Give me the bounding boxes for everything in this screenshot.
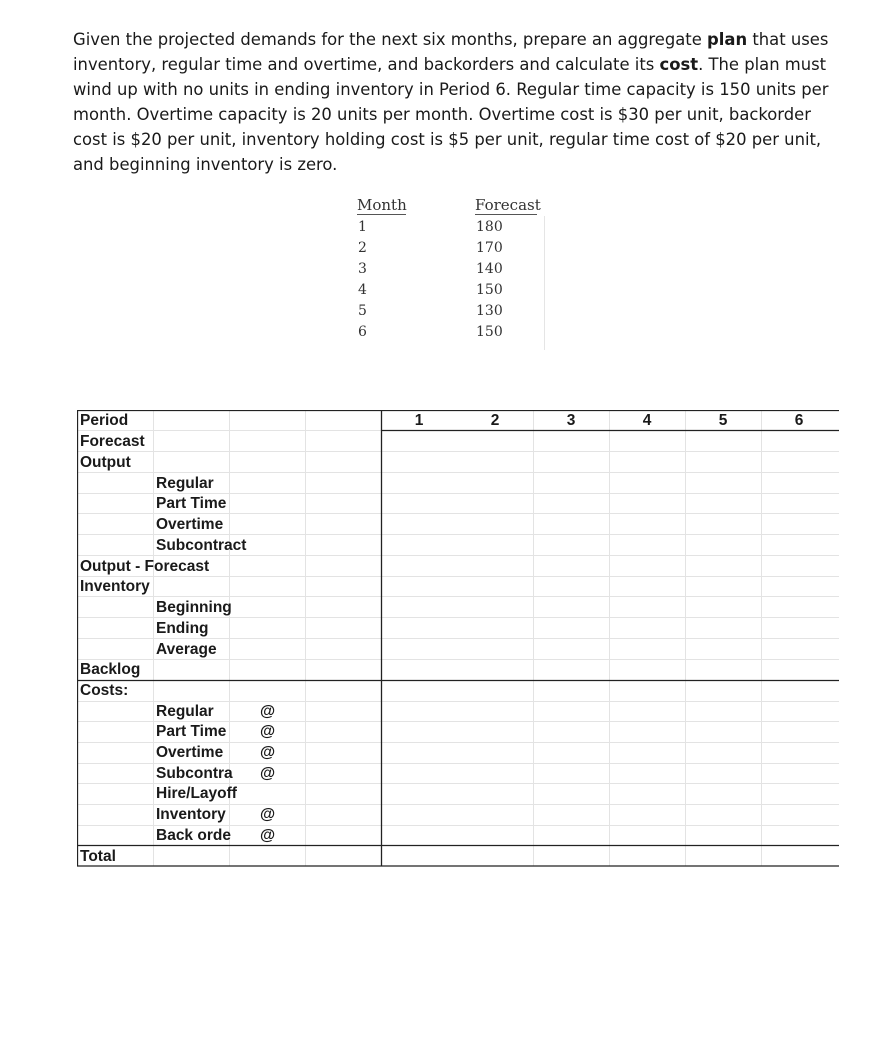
cost-label-subcontract: Subcontra (156, 765, 233, 782)
month-cell: 6 (358, 324, 367, 340)
problem-text-1: Given the projected demands for the next six months, prepare an aggregate (73, 30, 708, 49)
at-symbol-back-order: @ (260, 827, 276, 844)
problem-statement (73, 27, 843, 177)
row-label-total: Total (80, 848, 116, 865)
problem-text-2: that uses inventory, regular time and overtime, and backorders and calculate its (73, 30, 829, 74)
month-cell: 3 (358, 261, 367, 277)
cost-label-overtime: Overtime (156, 744, 224, 761)
at-symbol-regular: @ (260, 703, 276, 720)
problem-bold-plan: plan (707, 30, 748, 49)
period-3-header: 3 (566, 412, 576, 429)
cost-label-hire-layoff: Hire/Layoff (156, 785, 237, 802)
forecast-table-border (544, 216, 545, 350)
month-cell: 5 (358, 303, 367, 319)
at-symbol-subcontract: @ (260, 765, 276, 782)
forecast-cell: 140 (476, 261, 503, 277)
forecast-cell: 180 (476, 219, 503, 235)
row-label-subcontract: Subcontract (156, 537, 247, 554)
row-label-average: Average (156, 641, 217, 658)
period-1-header: 1 (414, 412, 424, 429)
forecast-cell: 150 (476, 324, 503, 340)
row-label-regular: Regular (156, 475, 214, 492)
at-symbol-part-time: @ (260, 723, 276, 740)
cost-label-back-order: Back orde (156, 827, 231, 844)
forecast-header: Forecast (475, 196, 541, 214)
row-label-beginning: Beginning (156, 599, 232, 616)
row-label-overtime: Overtime (156, 516, 224, 533)
at-symbol-inventory: @ (260, 806, 276, 823)
forecast-cell: 150 (476, 282, 503, 298)
row-label-inventory: Inventory (80, 578, 150, 595)
cost-label-part-time: Part Time (156, 723, 227, 740)
month-header: Month (357, 196, 407, 214)
cost-label-regular: Regular (156, 703, 214, 720)
period-5-header: 5 (718, 412, 728, 429)
month-cell: 1 (358, 219, 367, 235)
forecast-cell: 130 (476, 303, 503, 319)
row-label-output: Output (80, 454, 131, 471)
forecast-table (356, 196, 546, 351)
period-4-header: 4 (642, 412, 652, 429)
row-label-backlog: Backlog (80, 661, 141, 678)
period-2-header: 2 (490, 412, 500, 429)
row-label-ending: Ending (156, 620, 209, 637)
cost-label-inventory: Inventory (156, 806, 226, 823)
at-symbol-overtime: @ (260, 744, 276, 761)
row-label-part-time: Part Time (156, 495, 227, 512)
forecast-cell: 170 (476, 240, 503, 256)
row-label-output-minus-forecast: Output - Forecast (80, 558, 210, 575)
problem-text-3: . The plan must wind up with no units in ending inventory in Period 6. Regular time capacity is 150 units per month. Overtime capacity is 20 units per month. Overtime cost is $30 per unit, backorder cost is $20 per unit, inventory holding cost is $5 per unit, regular time cost of $20 per unit, and beginning inventory is zero. (73, 55, 829, 174)
period-6-header: 6 (794, 412, 804, 429)
row-label-forecast: Forecast (80, 433, 145, 450)
month-cell: 2 (358, 240, 367, 256)
problem-bold-cost: cost (659, 55, 699, 74)
row-label-costs: Costs: (80, 682, 129, 699)
row-label-period: Period (80, 412, 129, 429)
month-cell: 4 (358, 282, 367, 298)
